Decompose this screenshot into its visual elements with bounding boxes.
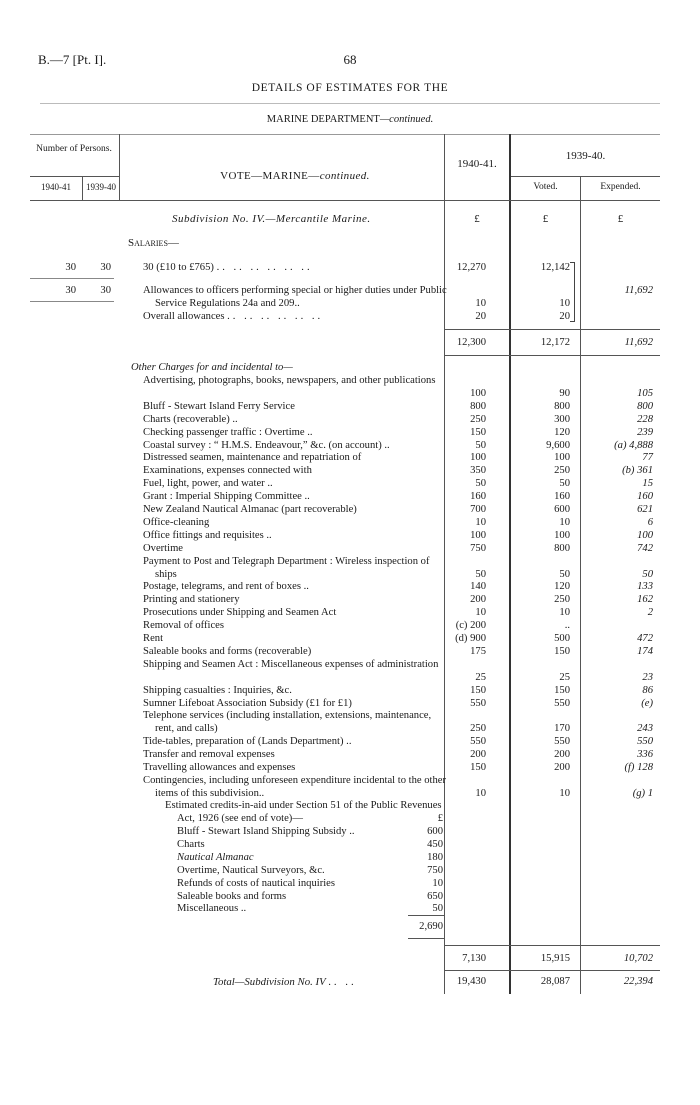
vote-heading [150, 170, 440, 182]
other-charge-item [143, 581, 448, 594]
other-charge-1940: 350 [470, 465, 486, 477]
other-charge-item [143, 659, 448, 672]
other-charge-expended: 742 [637, 542, 653, 554]
allowances-voted: 10 [559, 298, 570, 309]
other-charge-label: Overtime [143, 542, 184, 554]
credit-item-value: 450 [427, 838, 443, 850]
allowances-row: Allowances to officers performing special or higher duties under Public Service Regulations 24a and 209.. [143, 285, 447, 309]
other-charge-item [143, 517, 448, 530]
currency-voted: £ [542, 213, 549, 225]
other-charge-label: Prosecutions under Shipping and Seamen Act [143, 607, 337, 619]
other-charge-label: Advertising, photographs, books, newspapers, and other publications [143, 375, 436, 386]
other-charge-expended: 472 [637, 633, 653, 644]
other-charge-item [143, 452, 448, 465]
other-charge-expended: 239 [637, 426, 653, 438]
other-charge-label: Tide-tables, preparation of (Lands Department) .. [143, 736, 352, 748]
other-charge-expended: 800 [637, 400, 653, 412]
other-charge-item [143, 620, 448, 633]
other-charge-voted: 100 [554, 529, 570, 541]
other-charge-voted: .. [564, 620, 570, 632]
other-charge-expended: 105 [637, 387, 653, 399]
other-charge-label: Checking passenger traffic : Overtime .. [143, 426, 313, 438]
grand-total-1940: 19,430 [456, 976, 486, 987]
other-charge-1940: 10 [475, 516, 486, 528]
credits-heading: Estimated credits-in-aid under Section 51 of the Public Revenues Act, 1926 (see end of vote)— [165, 800, 442, 824]
allowances-1940: 10 [475, 298, 486, 309]
other-charge-item [143, 414, 448, 427]
other-charge-item [143, 736, 448, 749]
other-charge-label: Fuel, light, power, and water .. [143, 478, 273, 490]
salaries-expended: 11,692 [624, 285, 653, 296]
other-charge-expended: 2 [647, 607, 653, 619]
salary-1940: 12,270 [456, 262, 486, 273]
other-charge-expended: 86 [642, 684, 653, 696]
persons-1939-row1: 30 [100, 262, 111, 273]
other-charge-voted: 90 [559, 387, 570, 399]
other-charge-item [143, 530, 448, 543]
page-reference: B.—7 [Pt. I]. [38, 52, 107, 67]
other-charge-label: Sumner Lifeboat Association Subsidy (£1 for £1) [143, 697, 352, 709]
other-charge-item [143, 762, 448, 775]
other-charge-voted: 550 [554, 736, 570, 748]
persons-year-1: 1940-41 [41, 182, 71, 192]
other-charge-1940: 550 [470, 736, 486, 748]
other-charge-label: Rent [143, 633, 164, 644]
other-charge-expended: 50 [642, 568, 653, 580]
other-charge-label: Examinations, expenses connected with [143, 465, 312, 477]
col-expended: Expended. [600, 182, 641, 192]
persons-header: Number of Persons. [36, 144, 112, 154]
credit-item-label: Overtime, Nautical Surveyors, &c. [177, 864, 325, 876]
grand-total-voted: 28,087 [540, 976, 570, 987]
grand-total-label: Total—Subdivision No. IV .. .. [213, 976, 357, 988]
other-charge-expended: 336 [637, 749, 653, 761]
overall-voted: 20 [559, 311, 570, 322]
other-charge-item [143, 440, 448, 453]
other-charge-expended: (f) 128 [624, 762, 653, 773]
other-charge-voted: 10 [559, 787, 570, 799]
other-charge-voted: 120 [554, 581, 570, 593]
other-charge-item [143, 401, 448, 414]
other-charge-item [143, 633, 448, 646]
other-charge-voted: 800 [554, 400, 570, 412]
other-charge-expended: 550 [637, 736, 653, 748]
other-charges-heading: Other Charges for and incidental to— [131, 362, 293, 373]
page-title: DETAILS OF ESTIMATES FOR THE [251, 82, 449, 94]
other-charge-label: Shipping casualties : Inquiries, &c. [143, 684, 292, 696]
other-charge-label: Contingencies, including unforeseen expenditure incidental to the other items of this subdivision.. [143, 774, 447, 799]
salaries-total-voted: 12,172 [540, 337, 570, 348]
persons-1940-row2: 30 [65, 285, 76, 296]
currency-expended: £ [617, 213, 624, 225]
other-charge-label: Postage, telegrams, and rent of boxes .. [143, 581, 309, 593]
other-charge-label: Bluff - Stewart Island Ferry Service [143, 400, 295, 412]
other-charge-item [143, 491, 448, 504]
other-charge-1940: 250 [470, 723, 486, 735]
other-charge-voted: 500 [554, 633, 570, 644]
other-charge-1940: 100 [470, 387, 486, 399]
other-charge-item [143, 556, 448, 582]
other-charge-label: Charts (recoverable) .. [143, 413, 238, 425]
other-charge-expended: 174 [637, 645, 653, 657]
other-charge-item [143, 594, 448, 607]
other-charge-item [143, 646, 448, 659]
other-charge-label: Telephone services (including installation, extensions, maintenance, rent, and calls) [143, 710, 432, 735]
other-charge-voted: 200 [554, 762, 570, 773]
credit-item-value: 750 [427, 864, 443, 876]
other-charge-1940: 50 [475, 568, 486, 580]
other-charge-label: Distressed seamen, maintenance and repatriation of [143, 452, 362, 464]
page-number: 68 [343, 52, 357, 67]
other-charge-item [143, 504, 448, 517]
credit-item-label: Nautical Almanac [177, 851, 254, 863]
other-charge-item [143, 749, 448, 762]
other-charge-expended: 77 [642, 452, 653, 464]
other-charge-voted: 250 [554, 465, 570, 477]
credit-item-value: 180 [427, 851, 443, 863]
salaries-total-expended: 11,692 [624, 337, 653, 348]
other-charge-voted: 50 [559, 568, 570, 580]
grand-total-expended: 22,394 [623, 976, 653, 987]
other-charge-item [143, 427, 448, 440]
other-charge-1940: 150 [470, 684, 486, 696]
other-charge-label: Printing and stationery [143, 594, 240, 606]
salaries-heading: Salaries— [128, 237, 179, 249]
other-charge-expended: 621 [637, 504, 653, 515]
other-charge-voted: 170 [554, 723, 570, 735]
other-charge-voted: 10 [559, 516, 570, 528]
overall-1940: 20 [475, 311, 486, 322]
salary-row: 30 (£10 to £765) .. .. .. .. .. .. [143, 262, 313, 273]
credit-item-label: Saleable books and forms [177, 890, 287, 902]
other-total-expended: 10,702 [623, 953, 653, 964]
other-charge-item [143, 775, 448, 801]
currency-1940: £ [474, 213, 480, 225]
other-charge-label: Removal of offices [143, 620, 224, 632]
persons-year-2: 1939-40 [86, 182, 116, 192]
other-charge-1940: 800 [470, 400, 486, 412]
other-charge-voted: 10 [559, 607, 570, 619]
persons-1939-row2: 30 [100, 285, 111, 296]
other-charge-1940: 150 [470, 762, 486, 773]
other-charge-1940: 25 [475, 671, 486, 683]
other-charge-expended: 133 [637, 581, 653, 593]
other-charge-item [143, 543, 448, 556]
other-charge-label: Shipping and Seamen Act : Miscellaneous expenses of administration [143, 658, 439, 670]
other-charge-1940: 100 [470, 529, 486, 541]
other-charge-item [143, 685, 448, 698]
other-charge-voted: 250 [554, 594, 570, 606]
col-1939-40: 1939-40. [565, 150, 606, 162]
other-charge-1940: 100 [470, 452, 486, 464]
other-total-1940: 7,130 [462, 953, 486, 964]
other-charge-label: Transfer and removal expenses [143, 749, 275, 761]
other-charge-voted: 800 [554, 542, 570, 554]
other-charge-expended: 23 [642, 671, 653, 683]
other-charge-label: Office fittings and requisites .. [143, 529, 272, 541]
other-charge-voted: 150 [554, 645, 570, 657]
other-charge-expended: 162 [637, 594, 653, 606]
other-charge-voted: 200 [554, 749, 570, 761]
other-charge-1940: 175 [470, 645, 486, 657]
other-charge-expended: (a) 4,888 [614, 439, 653, 451]
other-charge-expended: (e) [641, 697, 653, 709]
other-charge-1940: 140 [470, 581, 486, 593]
other-charge-1940: 750 [470, 542, 486, 554]
other-charge-voted: 300 [554, 413, 570, 425]
salary-voted: 12,142 [540, 262, 570, 273]
other-charge-label: Travelling allowances and expenses [143, 762, 296, 773]
other-charge-item [143, 465, 448, 478]
department-heading [150, 114, 550, 125]
department-name: MARINE DEPARTMENT [266, 114, 380, 125]
credit-item-label: Bluff - Stewart Island Shipping Subsidy .. [177, 826, 355, 837]
credit-item-value: 10 [432, 877, 443, 889]
other-charge-voted: 160 [554, 491, 570, 503]
other-charge-1940: 50 [475, 478, 486, 490]
other-charge-item [143, 710, 448, 736]
other-charge-1940: 10 [475, 607, 486, 619]
credit-item-label: Refunds of costs of nautical inquiries [177, 877, 335, 889]
other-charge-label: New Zealand Nautical Almanac (part recoverable) [143, 504, 357, 515]
credit-item-label: Miscellaneous .. [177, 903, 247, 915]
credits-total: 2,690 [419, 921, 443, 932]
credit-item-value: 650 [427, 890, 443, 902]
credit-item-value: 600 [427, 826, 443, 837]
other-charge-1940: (d) 900 [455, 633, 486, 644]
other-charge-1940: 160 [470, 491, 486, 503]
other-charge-1940: 250 [470, 413, 486, 425]
other-charge-voted: 120 [554, 426, 570, 438]
other-charge-item [143, 698, 448, 711]
vote-title: VOTE—MARINE— [220, 170, 320, 182]
other-charge-expended: 6 [647, 516, 653, 528]
other-charge-expended: (g) 1 [632, 787, 653, 799]
other-charge-expended: 15 [642, 478, 653, 490]
col-voted: Voted. [533, 182, 558, 192]
other-charge-label: Grant : Imperial Shipping Committee .. [143, 491, 310, 503]
other-charge-expended: 243 [637, 723, 653, 735]
other-charge-voted: 600 [554, 504, 570, 515]
other-charge-label: Coastal survey : “ H.M.S. Endeavour,” &c. (on account) .. [143, 439, 390, 451]
credit-item-value: 50 [432, 903, 443, 915]
salaries-total-1940: 12,300 [456, 337, 486, 348]
credits-currency: £ [437, 813, 443, 824]
other-charge-1940: 550 [470, 697, 486, 709]
vote-continued: continued. [319, 170, 370, 182]
other-charge-voted: 9,600 [546, 439, 570, 451]
credit-item-label: Charts [177, 838, 205, 850]
other-charge-item [143, 478, 448, 491]
other-charge-expended: 160 [637, 491, 653, 503]
other-charge-1940: 50 [475, 439, 486, 451]
other-charge-voted: 150 [554, 684, 570, 696]
subdivision-title: Subdivision No. IV.—Mercantile Marine. [172, 213, 371, 225]
col-1940-41: 1940-41. [457, 158, 497, 170]
persons-1940-row1: 30 [65, 262, 76, 273]
other-charge-label: Saleable books and forms (recoverable) [143, 645, 312, 657]
other-charge-1940: 200 [470, 749, 486, 761]
overall-allowances-row: Overall allowances .. .. .. .. .. .. [143, 311, 324, 322]
other-charge-item [143, 375, 448, 388]
department-continued: —continued. [379, 114, 434, 125]
other-charge-1940: 700 [470, 504, 486, 515]
other-charge-expended: (b) 361 [622, 465, 653, 477]
other-total-voted: 15,915 [540, 953, 570, 964]
other-charge-expended: 228 [637, 413, 653, 425]
other-charge-item [143, 607, 448, 620]
other-charge-1940: 150 [470, 426, 486, 438]
other-charge-voted: 50 [559, 478, 570, 490]
other-charge-1940: 200 [470, 594, 486, 606]
other-charge-1940: (c) 200 [455, 620, 486, 632]
other-charge-voted: 550 [554, 697, 570, 709]
other-charge-label: Payment to Post and Telegraph Department : Wireless inspection of ships [143, 555, 430, 580]
other-charge-1940: 10 [475, 787, 486, 799]
other-charge-label: Office-cleaning [143, 516, 210, 528]
other-charge-voted: 100 [554, 452, 570, 464]
other-charge-voted: 25 [559, 671, 570, 683]
other-charge-expended: 100 [637, 529, 653, 541]
